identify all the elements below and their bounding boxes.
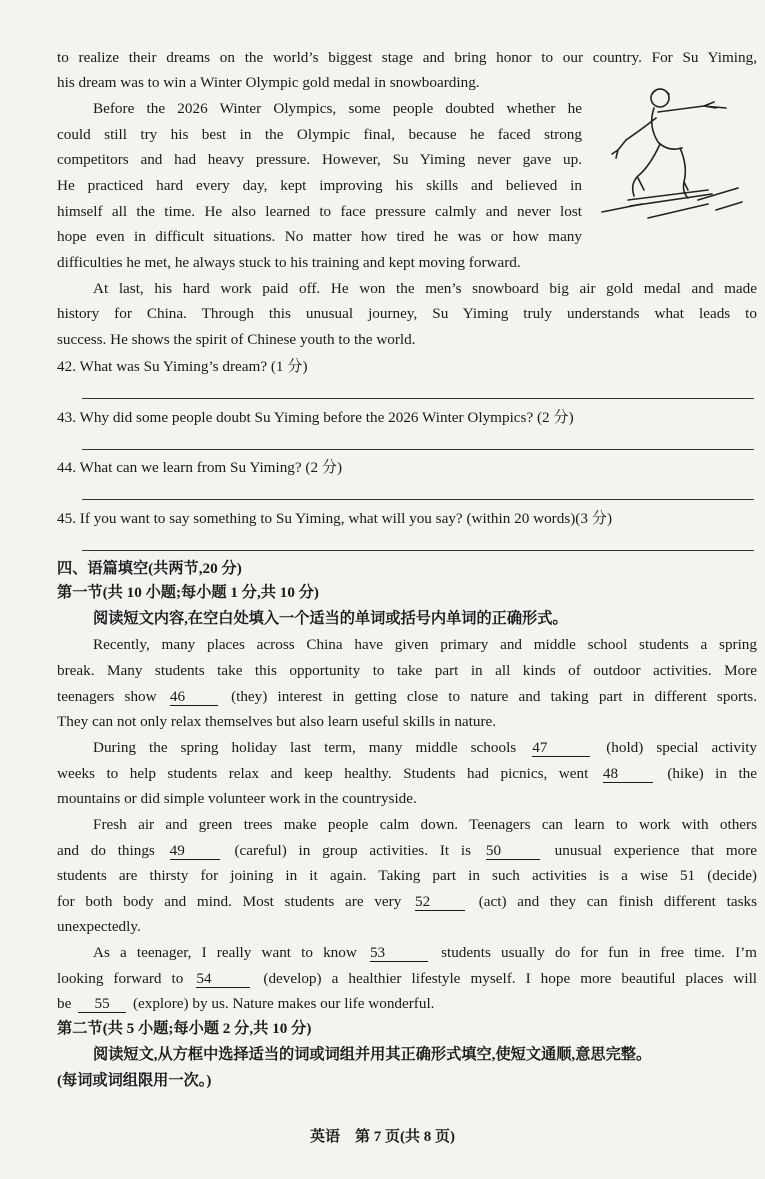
part1-title: 第一节(共 10 小题;每小题 1 分,共 10 分) — [57, 584, 319, 601]
blank-53[interactable]: 53 — [370, 944, 428, 962]
cloze-line: break. Many students take this opportunity to take part in all kinds of outdoor activities. More — [57, 662, 757, 679]
question-43: 43. Why did some people doubt Su Yiming before the 2026 Winter Olympics? (2 分) — [57, 409, 574, 426]
passage-line: could still try his best in the Olympic final, because he faced strong — [57, 126, 582, 143]
blank-46[interactable]: 46 — [170, 688, 218, 706]
cloze-line: They can not only relax themselves but also learn useful skills in nature. — [57, 713, 497, 730]
part2-title: 第二节(共 5 小题;每小题 2 分,共 10 分) — [57, 1020, 312, 1037]
cloze-line — [57, 967, 757, 991]
cloze-line — [57, 992, 757, 1016]
blank-52[interactable]: 52 — [415, 893, 465, 911]
passage-line: competitors and had heavy pressure. However, Su Yiming never gave up. — [57, 151, 582, 168]
cloze-line — [57, 736, 757, 760]
cloze-text: (careful) in group activities. It is — [234, 842, 472, 859]
cloze-text: unusual experience that more — [554, 842, 758, 859]
passage-line: hope even in difficult situations. No matter how tired he was or how many — [57, 228, 582, 245]
cloze-line: Fresh air and green trees make people calm down. Teenagers can learn to work with others — [93, 816, 757, 833]
answer-line-44[interactable] — [82, 499, 754, 500]
passage-line: At last, his hard work paid off. He won the men’s snowboard big air gold medal and made — [93, 280, 757, 297]
passage-line: his dream was to win a Winter Olympic gold medal in snowboarding. — [57, 74, 480, 91]
cloze-text: weeks to help students relax and keep healthy. Students had picnics, went — [57, 765, 589, 782]
snowboarder-illustration — [588, 82, 746, 222]
cloze-text: looking forward to — [57, 970, 184, 987]
cloze-text: (develop) a healthier lifestyle myself. I hope more beautiful places will — [263, 970, 758, 987]
cloze-text: (hold) special activity — [606, 739, 758, 756]
blank-54[interactable]: 54 — [196, 970, 250, 988]
part2-instruction: 阅读短文,从方框中选择适当的词或词组并用其正确形式填空,使短文通顺,意思完整。 — [93, 1046, 652, 1063]
passage-line: He practiced hard every day, kept improving his skills and believed in — [57, 177, 582, 194]
part1-instruction: 阅读短文内容,在空白处填入一个适当的单词或括号内单词的正确形式。 — [93, 610, 568, 627]
blank-51[interactable]: 51 — [679, 867, 696, 884]
cloze-text: (they) interest in getting close to nature and taking part in different sports. — [231, 688, 757, 705]
cloze-text: teenagers show — [57, 688, 157, 705]
cloze-line — [57, 864, 757, 888]
part2-instruction-note: (每词或词组限用一次。) — [57, 1072, 212, 1089]
passage-line: history for China. Through this unusual journey, Su Yiming truly understands what leads to — [57, 305, 757, 322]
cloze-line — [57, 941, 757, 965]
cloze-text: for both body and mind. Most students are very — [57, 893, 402, 910]
answer-line-42[interactable] — [82, 398, 754, 399]
cloze-line — [57, 890, 757, 914]
cloze-text: During the spring holiday last term, many middle schools — [93, 739, 517, 756]
question-44: 44. What can we learn from Su Yiming? (2 分) — [57, 459, 343, 476]
cloze-text: be — [57, 995, 72, 1012]
cloze-text: (hike) in the — [667, 765, 758, 782]
cloze-line: mountains or did simple volunteer work in the countryside. — [57, 790, 417, 807]
passage-line: difficulties he met, he always stuck to his training and kept moving forward. — [57, 254, 521, 271]
question-42: 42. What was Su Yiming’s dream? (1 分) — [57, 358, 308, 375]
cloze-text: (explore) by us. Nature makes our life wonderful. — [132, 995, 435, 1012]
passage-line: himself all the time. He also learned to face pressure calmly and never lost — [57, 203, 582, 220]
blank-47[interactable]: 47 — [532, 739, 590, 757]
passage-line: to realize their dreams on the world’s biggest stage and bring honor to our country. For Su Yiming, — [57, 49, 757, 66]
blank-50[interactable]: 50 — [486, 842, 540, 860]
cloze-text: (act) and they can finish different tasks — [478, 893, 757, 910]
cloze-line: Recently, many places across China have given primary and middle school students a spring — [93, 636, 757, 653]
passage-line: success. He shows the spirit of Chinese youth to the world. — [57, 331, 416, 348]
blank-48[interactable]: 48 — [603, 765, 653, 783]
cloze-text: and do things — [57, 842, 155, 859]
cloze-line — [57, 839, 757, 863]
cloze-line: unexpectedly. — [57, 918, 141, 935]
blank-55[interactable]: 55 — [78, 995, 126, 1013]
question-45: 45. If you want to say something to Su Yiming, what will you say? (within 20 words)(3 分) — [57, 510, 612, 527]
cloze-line — [57, 762, 757, 786]
cloze-text: students usually do for fun in free time. I’m — [441, 944, 757, 961]
page-footer: 英语 第 7 页(共 8 页) — [310, 1129, 455, 1145]
cloze-text: As a teenager, I really want to know — [93, 944, 357, 961]
passage-line: Before the 2026 Winter Olympics, some people doubted whether he — [93, 100, 582, 117]
cloze-line — [57, 685, 757, 709]
section-title: 四、语篇填空(共两节,20 分) — [57, 560, 242, 577]
blank-49[interactable]: 49 — [170, 842, 220, 860]
cloze-text: students are thirsty for joining in it again. Taking part in such activities is a wise — [57, 867, 668, 884]
answer-line-43[interactable] — [82, 449, 754, 450]
answer-line-45[interactable] — [82, 550, 754, 551]
cloze-text: (decide) — [707, 867, 757, 884]
